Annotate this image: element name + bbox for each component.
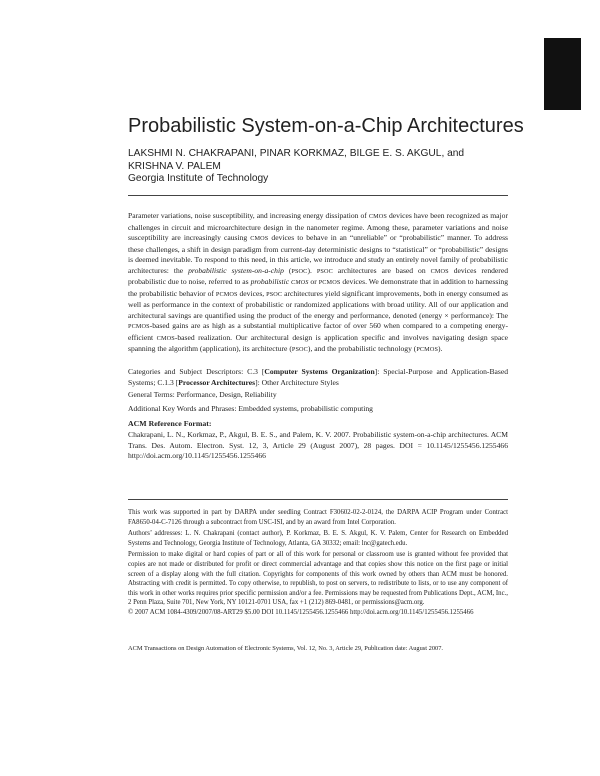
keywords: Additional Key Words and Phrases: Embedded systems, probabilistic computing	[128, 404, 373, 413]
affiliation: Georgia Institute of Technology	[128, 173, 269, 184]
footnote-rule	[128, 499, 508, 500]
acm-reference-heading: ACM Reference Format:	[128, 419, 212, 428]
header-rule	[128, 195, 508, 196]
journal-footer: ACM Transactions on Design Automation of Electronic Systems, Vol. 12, No. 3, Article 29, Publication date: August 2007.	[128, 645, 444, 652]
general-terms: General Terms: Performance, Design, Reliability	[128, 390, 277, 399]
footnote-permission: Permission to make digital or hard copies of part or all of this work for personal or classroom use is granted without fee provided that copies are not made or distributed for profit or direct commercial advantage and that copies show this notice on the first page or initial screen of a display along with the full citation. Copyrights for components of this work owned by others than ACM must be honored. Abstracting with credit is permitted. To copy otherwise, to republish, to post on servers, to redistribute to lists, or to use any component of this work in other works requires prior specific permission and/or a fee. Permissions may be requested from Publications Dept., ACM, Inc., 2 Penn Plaza, Suite 701, New York, NY 10121-0701 USA, fax +1 (212) 869-0481, or permissions@acm.org.	[128, 551, 508, 607]
footnote-block	[128, 508, 508, 618]
acm-reference-text: Chakrapani, L. N., Korkmaz, P., Akgul, B. E. S., and Palem, K. V. 2007. Probabilistic system-on-a-chip architectures. ACM Trans. Des. Autom. Electron. Syst. 12, 3, Article 29 (August 2007), 28 pages. DOI = 10.1145/1255456.1255466 http://doi.acm.org/10.1145/1255456.1255466	[128, 430, 508, 460]
subject-descriptors: Categories and Subject Descriptors: C.3 [Computer Systems Organization]: Special-Purpose and Application-Based Systems; C.1.3 [Processor Architectures]: Other Architecture Styles	[128, 367, 508, 387]
paper-title: Probabilistic System-on-a-Chip Architectures	[128, 115, 524, 137]
abstract: Parameter variations, noise susceptibility, and increasing energy dissipation of CMOS devices have been recognized as major challenges in circuit and microarchitecture design in the nanometer regime. Among these, parameter variations and noise susceptibility are increasingly causing CMOS devices to behave in an “unreliable” or “probabilistic” manner. To address these challenges, a shift in design paradigm from current-day deterministic designs to “statistical” or “probabilistic” designs is deemed inevitable. To respond to this need, in this article, we introduce and study an entirely novel family of probabilistic architectures: the probabilistic system-on-a-chip (PSOC). PSOC architectures are based on CMOS devices rendered probabilistic due to noise, referred to as probabilistic CMOS or PCMOS devices. We demonstrate that in addition to harnessing the probabilistic behavior of PCMOS devices, PSOC architectures yield significant improvements, both in energy consumed as well as performance in the context of probabilistic or randomized applications with broad utility. All of our application and architectural savings are quantified using the product of the energy and performance, denoted (energy × performance): The PCMOS-based gains are as high as a substantial multiplicative factor of over 560 when compared to a competing energy-efficient CMOS-based realization. Our architectural design is application specific and involves navigating design space spanning the algorithm (application), its architecture (PSOC), and the probabilistic technology (PCMOS).	[128, 211, 509, 353]
footnote-copyright: © 2007 ACM 1084-4309/2007/08-ART29 $5.00 DOI 10.1145/1255456.1255466 http://doi.acm.org/10.1145/1255456.1255466	[128, 608, 474, 616]
footnote-support: This work was supported in part by DARPA under seedling Contract F30602-02-2-0124, the DARPA ACIP Program under Contract FA8650-04-C-7126 through a subcontract from USC-ISI, and by an award from Intel Corporation.	[128, 509, 508, 526]
authors-line-2: KRISHNA V. PALEM	[128, 161, 221, 172]
authors-line-1: LAKSHMI N. CHAKRAPANI, PINAR KORKMAZ, BILGE E. S. AKGUL, and	[128, 148, 465, 159]
chapter-tab-marker	[544, 38, 581, 110]
author-list	[128, 147, 488, 173]
footnote-addresses: Authors’ addresses: L. N. Chakrapani (contact author), P. Korkmaz, B. E. S. Akgul, K. V. Palem, Center for Research on Embedded Systems and Technology, Georgia Institute of Technology, Atlanta, GA 30332; email: lnc@gatech.edu.	[128, 530, 508, 547]
